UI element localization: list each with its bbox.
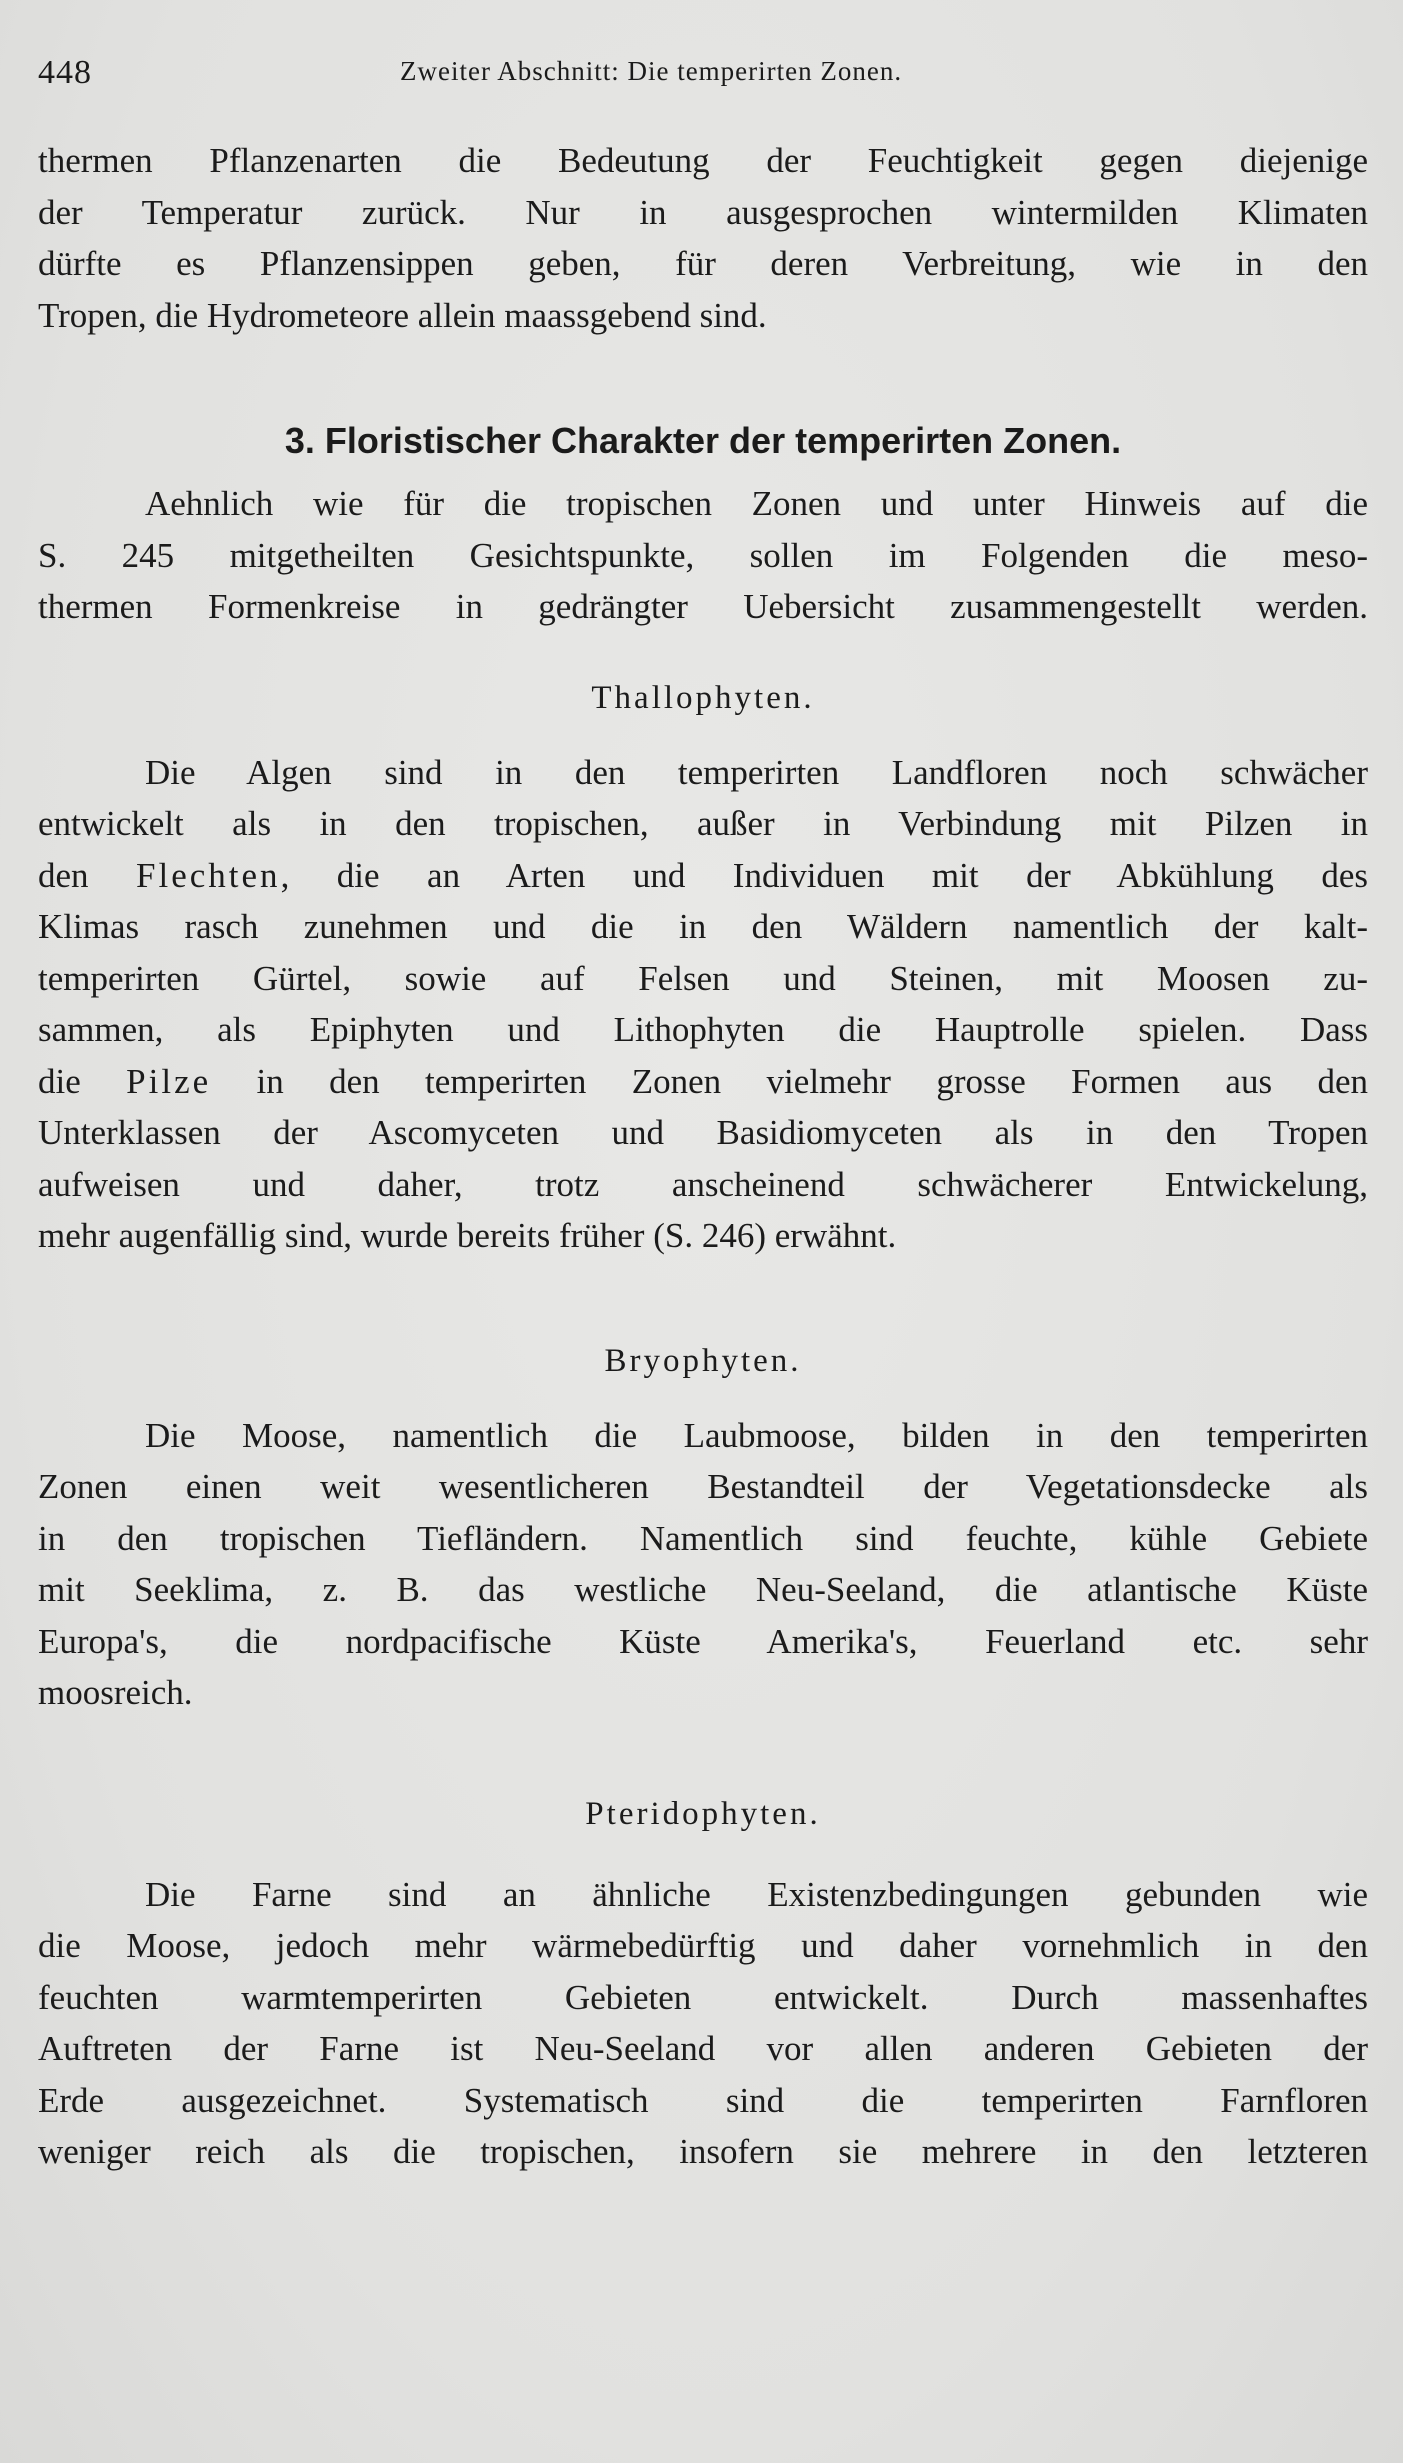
pteridophyten-paragraph (38, 1869, 1368, 2178)
text-line: dürfte es Pflanzensippen geben, für deren Verbreitung, wie in den (38, 244, 1368, 283)
text-line: moosreich. (38, 1673, 193, 1712)
subheading-bryophyten: Bryophyten. (604, 1342, 802, 1379)
text-line: mehr augenfällig sind, wurde bereits früher (S. 246) erwähnt. (38, 1216, 897, 1255)
text-line (38, 1056, 1368, 1108)
section-heading: 3. Floristischer Charakter der temperirten Zonen. (284, 420, 1122, 461)
text-line: Die Farne sind an ähnliche Existenzbedingungen gebunden wie (145, 1874, 1368, 1914)
text-line: Zonen einen weit wesentlicheren Bestandteil der Vegetationsdecke als (38, 1467, 1368, 1506)
intro-paragraph (38, 135, 1368, 341)
running-title: Zweiter Abschnitt: Die temperirten Zonen. (400, 56, 903, 86)
text-line: Auftreten der Farne ist Neu-Seeland vor allen anderen Gebieten der (38, 2029, 1368, 2068)
emphasized-term-flechten: Flechten (136, 855, 281, 895)
text-line: der Temperatur zurück. Nur in ausgesprochen wintermilden Klimaten (38, 192, 1368, 232)
text-line: Erde ausgezeichnet. Systematisch sind die temperirten Farnfloren (38, 2080, 1368, 2120)
text-line: Die Moose, namentlich die Laubmoose, bilden in den temperirten (145, 1415, 1368, 1455)
text-line: feuchten warmtemperirten Gebieten entwickelt. Durch massenhaftes (38, 1977, 1368, 2017)
text-line: Klimas rasch zunehmen und die in den Wäldern namentlich der kalt- (38, 907, 1368, 946)
text-line: weniger reich als die tropischen, insofern sie mehrere in den letzteren (38, 2132, 1368, 2171)
thallophyten-paragraph (38, 747, 1368, 1262)
page-header (38, 50, 1378, 100)
bryophyten-paragraph (38, 1410, 1368, 1719)
text-line (38, 850, 1368, 902)
text-line: entwickelt als in den tropischen, außer in Verbindung mit Pilzen in (38, 804, 1368, 843)
subheading-pteridophyten: Pteridophyten. (585, 1795, 821, 1832)
text-line: Europa's, die nordpacifische Küste Amerika's, Feuerland etc. sehr (38, 1621, 1368, 1661)
text-segment: den (38, 855, 137, 895)
text-segment: , die an Arten und Individuen mit der Abkühlung des (280, 855, 1368, 895)
page-number: 448 (38, 54, 92, 91)
text-segment: die (38, 1061, 127, 1101)
text-line: Tropen, die Hydrometeore allein maassgebend sind. (38, 295, 767, 335)
text-segment: in den temperirten Zonen vielmehr grosse Formen aus den (211, 1061, 1368, 1101)
text-line: temperirten Gürtel, sowie auf Felsen und Steinen, mit Moosen zu- (38, 958, 1368, 998)
text-line: die Moose, jedoch mehr wärmebedürftig und daher vornehmlich in den (38, 1926, 1368, 1965)
text-line: aufweisen und daher, trotz anscheinend schwächerer Entwickelung, (38, 1164, 1368, 1204)
page-body (38, 135, 1368, 2178)
text-line: thermen Formenkreise in gedrängter Uebersicht zusammengestellt werden. (38, 587, 1368, 626)
text-line: thermen Pflanzenarten die Bedeutung der Feuchtigkeit gegen diejenige (38, 141, 1368, 180)
text-line: in den tropischen Tiefländern. Namentlich sind feuchte, kühle Gebiete (38, 1518, 1368, 1558)
text-line: Unterklassen der Ascomyceten und Basidiomyceten als in den Tropen (38, 1113, 1368, 1152)
text-line: Aehnlich wie für die tropischen Zonen und unter Hinweis auf die (145, 484, 1368, 523)
text-line: S. 245 mitgetheilten Gesichtspunkte, sollen im Folgenden die meso- (38, 535, 1368, 575)
text-line: mit Seeklima, z. B. das westliche Neu-Seeland, die atlantische Küste (38, 1570, 1368, 1609)
section-intro-paragraph (38, 478, 1368, 633)
subheading-thallophyten: Thallophyten. (591, 679, 815, 716)
emphasized-term-pilze: Pilze (126, 1061, 212, 1101)
text-line: Die Algen sind in den temperirten Landfloren noch schwächer (145, 752, 1368, 792)
text-line: sammen, als Epiphyten und Lithophyten die Hauptrolle spielen. Dass (38, 1010, 1368, 1049)
